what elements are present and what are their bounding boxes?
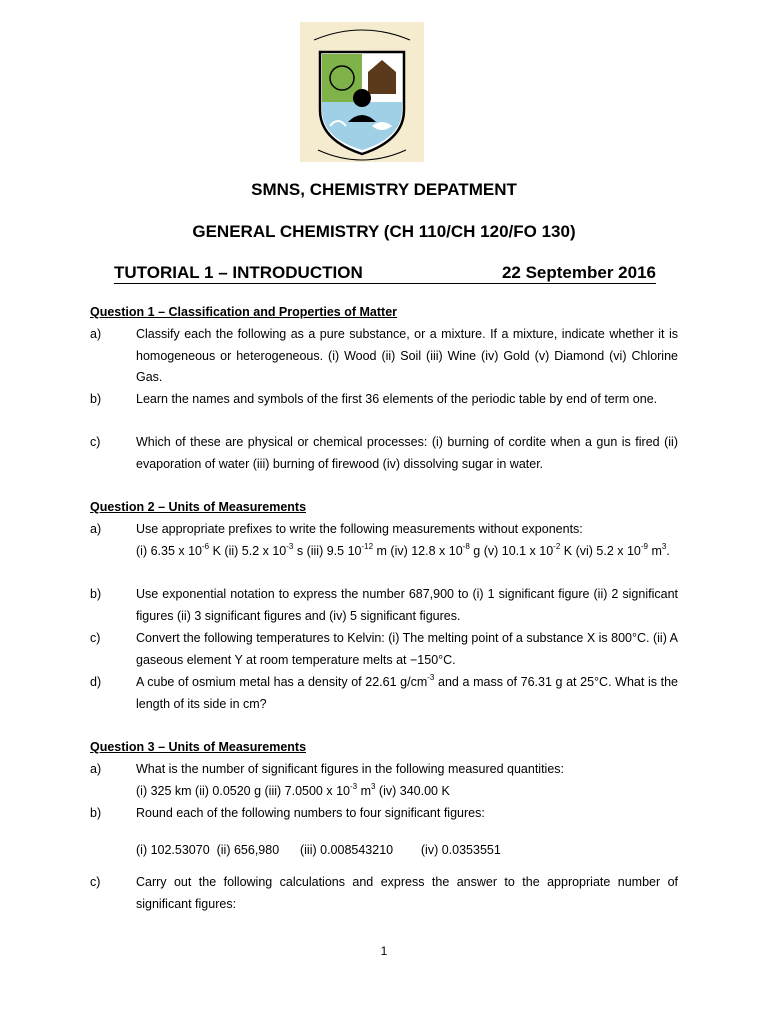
- item-text: Round each of the following numbers to four significant figures:: [136, 806, 485, 820]
- q3-item-c: [90, 872, 678, 915]
- item-text: Use appropriate prefixes to write the following measurements without exponents:: [136, 522, 583, 536]
- item-label: c): [90, 875, 101, 889]
- university-logo: [300, 22, 424, 162]
- q1-item-a: [90, 324, 678, 389]
- tutorial-title: TUTORIAL 1 – INTRODUCTION: [114, 263, 363, 282]
- q3-item-b: [90, 803, 678, 861]
- numbers-list: (i) 102.53070 (ii) 656,980 (iii) 0.008543210 (iv) 0.0353551: [136, 842, 501, 857]
- item-label: a): [90, 762, 102, 776]
- q2-item-c: [90, 628, 678, 671]
- item-text: Use exponential notation to express the number 687,900 to (i) 1 significant figure (ii) 2 significant figures (ii) 3 significant figures and (iv) 5 significant figures.: [136, 587, 678, 623]
- item-label: b): [90, 806, 102, 820]
- item-label: c): [90, 435, 101, 449]
- tutorial-date: 22 September 2016: [501, 263, 656, 282]
- q3-item-a: [90, 759, 678, 802]
- page-number: 1: [380, 944, 388, 958]
- item-text: Convert the following temperatures to Kelvin: (i) The melting point of a substance X is 800°C. (ii) A gaseous element Y at room temperature melts at −150°C.: [136, 631, 678, 667]
- tutorial-line: [114, 263, 656, 284]
- department-heading: SMNS, CHEMISTRY DEPATMENT: [251, 180, 517, 199]
- item-text: Which of these are physical or chemical processes: (i) burning of cordite when a gun is fired (ii) evaporation of water (iii) burning of firewood (iv) dissolving sugar in water.: [136, 435, 678, 471]
- item-text: Learn the names and symbols of the first 36 elements of the periodic table by end of term one.: [136, 392, 658, 406]
- course-heading: GENERAL CHEMISTRY (CH 110/CH 120/FO 130): [192, 222, 576, 241]
- q1-item-c: [90, 432, 678, 475]
- question-2-title: Question 2 – Units of Measurements: [90, 500, 307, 514]
- quantity-list: (i) 325 km (ii) 0.0520 g (iii) 7.0500 x $10^{-3}$ $m^3$ (iv) 340.00 K: [136, 781, 450, 798]
- item-label: c): [90, 631, 101, 645]
- item-label: b): [90, 392, 102, 406]
- q1-item-b: [90, 389, 678, 411]
- measurement-list: (i) 6.35 x $10^{-6}$ K (ii) 5.2 x $10^{-3}$ s (iii) 9.5 $10^{-12}$ m (iv) 12.8 x $10^{-8}$ g (v) 10.1 x $10^{-2}$ K (vi) 5.2 x $10^{-9}$ $m^3$.: [136, 541, 670, 558]
- item-text: What is the number of significant figures in the following measured quantities:: [136, 762, 565, 776]
- q2-item-d: [90, 672, 678, 715]
- item-text: Carry out the following calculations and express the answer to the appropriate number of significant figures:: [136, 875, 678, 911]
- question-3-title: Question 3 – Units of Measurements: [90, 740, 307, 754]
- item-label: b): [90, 587, 102, 601]
- item-label: a): [90, 327, 102, 341]
- q2-item-a: [90, 519, 678, 562]
- q2-item-b: [90, 584, 678, 627]
- item-text: A cube of osmium metal has a density of 22.61 $g/cm^{-3}$ and a mass of 76.31 g at 25°C. What is the length of its side in cm?: [136, 673, 679, 711]
- item-label: d): [90, 675, 102, 689]
- question-1-title: Question 1 – Classification and Properties of Matter: [90, 305, 398, 319]
- item-label: a): [90, 522, 102, 536]
- item-text: Classify each the following as a pure substance, or a mixture. If a mixture, indicate whether it is homogeneous or heterogeneous. (i) Wood (ii) Soil (iii) Wine (iv) Gold (v) Diamond (vi) Chlorine Gas.: [136, 327, 678, 384]
